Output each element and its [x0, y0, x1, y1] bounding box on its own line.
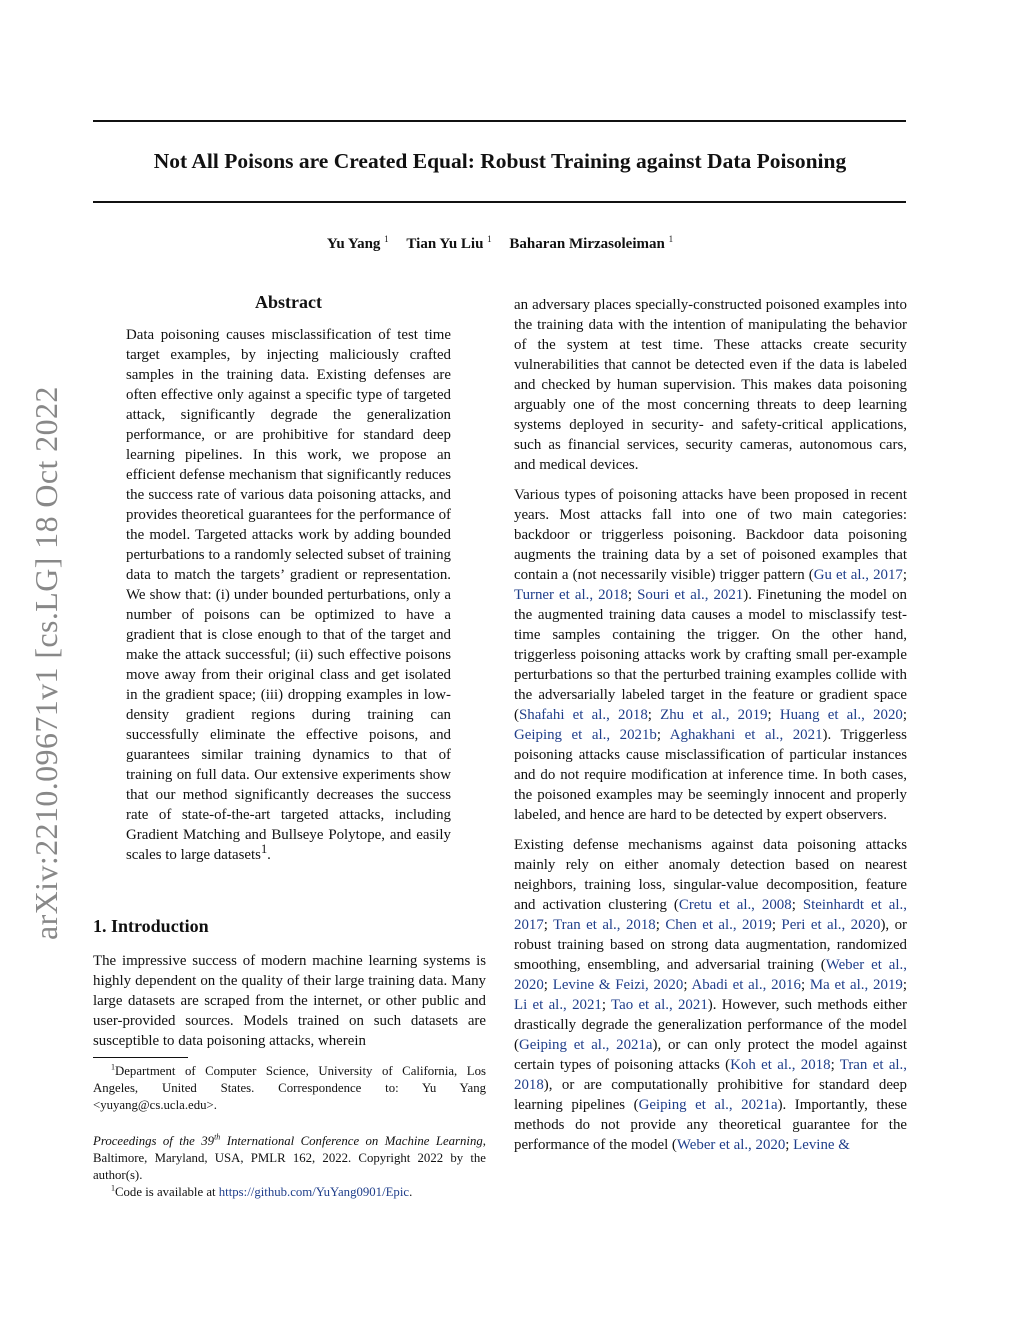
- title-top-rule: [93, 120, 906, 122]
- footnotes: [93, 1063, 486, 1201]
- citation-link[interactable]: Geiping et al., 2021b: [514, 727, 657, 743]
- citation-link[interactable]: Huang et al., 2020: [779, 707, 903, 723]
- citation-link[interactable]: Tran et al., 2018: [553, 917, 656, 933]
- proceedings-note: Proceedings of the 39th International Conference on Machine Learning, Baltimore, Maryland, USA, PMLR 162, 2022. Copyright 2022 by the author(s).: [93, 1132, 486, 1182]
- title-bottom-rule: [93, 201, 906, 203]
- citation-link[interactable]: Aghakhani et al., 2021: [669, 727, 823, 743]
- citation-link[interactable]: Weber et al., 2020: [514, 957, 907, 993]
- paragraph: Various types of poisoning attacks have been proposed in recent years. Most attacks fall into one of two main categories: backdoor or triggerless poisoning. Backdoor data poisoning augments the training data by a set of poisoned examples that contain a (not necessarily visible) trigger pattern (Gu et al., 2017; Turner et al., 2018; Souri et al., 2021). Finetuning the model on the augmented training data causes a model to misclassify test-time samples containing the trigger. On the other hand, triggerless poisoning attacks work by crafting small per-example perturbations so that the perturbed training examples collide with the adversarially labeled target in the feature or gradient space (Shafahi et al., 2018; Zhu et al., 2019; Huang et al., 2020; Geiping et al., 2021b; Aghakhani et al., 2021). Triggerless poisoning attacks cause misclassification of particular instances and do not require modification at inference time. In both cases, the poisoned examples may be seemingly innocent and properly labeled, and hence are hard to be detected by expert observers.: [514, 487, 908, 823]
- citation-link[interactable]: Tao et al., 2021: [611, 997, 708, 1013]
- paragraph: Existing defense mechanisms against data poisoning attacks mainly rely on either anomaly detection based on nearest neighbors, training loss, singular-value decomposition, feature and activation clustering (Cretu et al., 2008; Steinhardt et al., 2017; Tran et al., 2018; Chen et al., 2019; Peri et al., 2020), or robust training based on strong data augmentation, randomized smoothing, ensembling, and adversarial training (Weber et al., 2020; Levine & Feizi, 2020; Abadi et al., 2016; Ma et al., 2019; Li et al., 2021; Tao et al., 2021). However, such methods either drastically degrade the generalization performance of the model (Geiping et al., 2021a), or can only protect the model against certain types of poisoning attacks (Koh et al., 2018; Tran et al., 2018), or are computationally prohibitive for standard deep learning pipelines (Geiping et al., 2021a). Importantly, these methods do not provide any theoretical guarantee for the performance of the model (Weber et al., 2020; Levine &: [514, 837, 908, 1153]
- introduction-heading: 1. Introduction: [93, 916, 209, 936]
- footnote-rule: [93, 1057, 188, 1058]
- citation-link[interactable]: Li et al., 2021: [514, 997, 602, 1013]
- citation-link[interactable]: Ma et al., 2019: [809, 977, 903, 993]
- arxiv-identifier-stamp: arXiv:2210.09671v1 [cs.LG] 18 Oct 2022: [28, 386, 64, 940]
- right-column: [514, 295, 907, 1165]
- author: Tian Yu Liu $^1$: [406, 234, 492, 252]
- citation-link[interactable]: Geiping et al., 2021a: [518, 1037, 653, 1053]
- citation-link[interactable]: Peri et al., 2020: [781, 917, 881, 933]
- citation-link[interactable]: Turner et al., 2018: [514, 587, 628, 603]
- citation-link[interactable]: Chen et al., 2019: [665, 917, 772, 933]
- author: Yu Yang $^1$: [326, 234, 389, 252]
- citation-link[interactable]: Souri et al., 2021: [637, 587, 744, 603]
- citation-link[interactable]: Shafahi et al., 2018: [518, 707, 648, 723]
- citation-link[interactable]: Weber et al., 2020: [676, 1137, 786, 1153]
- citation-link[interactable]: Gu et al., 2017: [813, 567, 903, 583]
- intro-paragraph: The impressive success of modern machine learning systems is highly dependent on the quality of their large training data. Many large datasets are scraped from the internet, or other public and user-provided sources. Models trained on such datasets are susceptible to data poisoning attacks, wherein: [93, 953, 486, 1049]
- citation-link[interactable]: Steinhardt et al., 2017: [514, 897, 907, 933]
- author-list: [0, 236, 1000, 253]
- citation-link[interactable]: Koh et al., 2018: [730, 1057, 831, 1073]
- citation-link[interactable]: Abadi et al., 2016: [691, 977, 801, 993]
- code-footnote: $^1$Code is available at https://github.com/YuYang0901/Epic.: [111, 1183, 413, 1199]
- citation-link[interactable]: Zhu et al., 2019: [660, 707, 768, 723]
- abstract-text: Data poisoning causes misclassification of test time target examples, by injecting maliciously crafted samples in the training data. Existing defenses are often effective only against a specific type of targeted attack, significantly degrade the generalization performance, or are prohibitive for standard deep learning pipelines. In this work, we propose an efficient defense mechanism that significantly reduces the success rate of various data poisoning attacks, and provides theoretical guarantees for the performance of the model. Targeted attacks work by adding bounded perturbations to a randomly selected subset of training data to match the targets’ gradient or representation. We show that: (i) under bounded perturbations, only a number of poisons can be optimized to have a gradient that is close enough to that of the target and make the attack successful; (ii) such effective poisons move away from their original class and get isolated in the gradient space; (iii) dropping examples in low-density gradient regions during training can successfully eliminate the effective poisons, and guarantees similar training dynamics to that of training on full data. Our extensive experiments show that our method significantly decreases the success rate of state-of-the-art targeted attacks, including Gradient Matching and Bullseye Polytope, and easily scales to large datasets$^1$.: [126, 327, 451, 863]
- citation-link[interactable]: Levine &: [793, 1137, 850, 1153]
- citation-link[interactable]: Cretu et al., 2008: [678, 897, 792, 913]
- citation-link[interactable]: Levine & Feizi, 2020: [552, 977, 684, 993]
- author: Baharan Mirzasoleiman $^1$: [509, 234, 674, 252]
- citation-link[interactable]: Tran et al., 2018: [514, 1057, 908, 1093]
- citation-link[interactable]: Geiping et al., 2021a: [638, 1097, 778, 1113]
- paragraph: an adversary places specially-constructed poisoned examples into the training data with the intention of manipulating the behavior of the system at test time. These attacks create security vulnerabilities that cannot be detected even if the data is labeled and checked by human supervision. This makes data poisoning arguably one of the most concerning threats to deep learning systems deployed in security- and safety-critical applications, such as financial services, security cameras, autonomous cars, and medical devices.: [514, 297, 907, 473]
- paper-title: Not All Poisons are Created Equal: Robust Training against Data Poisoning: [153, 149, 847, 173]
- code-link[interactable]: https://github.com/YuYang0901/Epic: [218, 1185, 410, 1199]
- affiliation-footnote: $^1$Department of Computer Science, University of California, Los Angeles, United States. Correspondence to: Yu Yang <yuyang@cs.ucla.edu>.: [93, 1062, 486, 1112]
- abstract-heading: Abstract: [255, 292, 322, 312]
